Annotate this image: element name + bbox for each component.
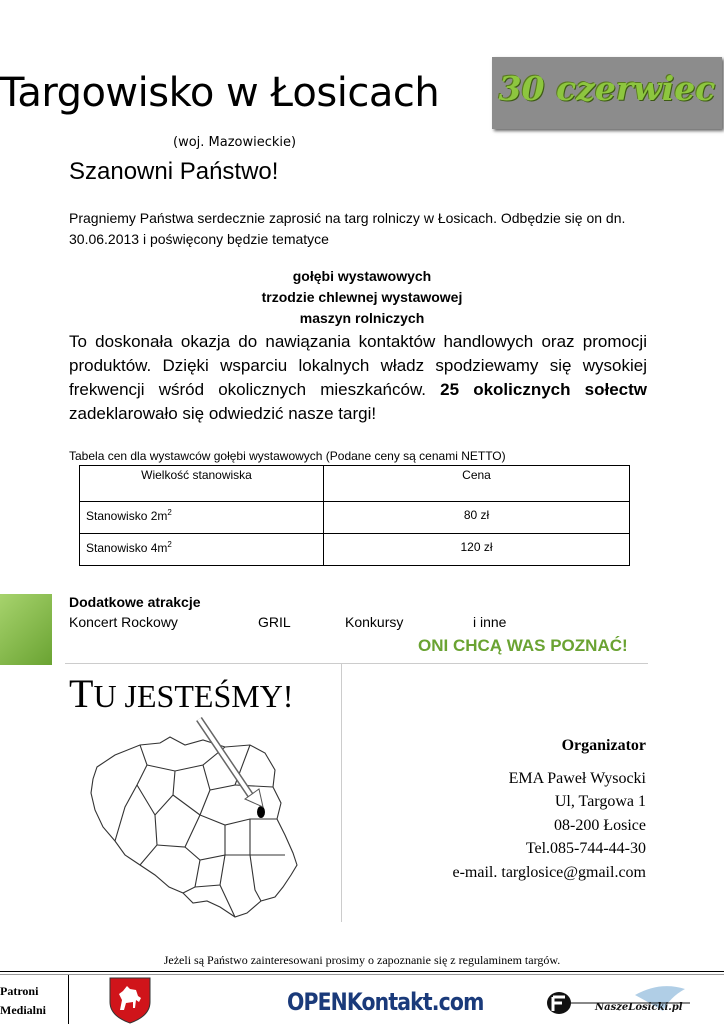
table-cell-price: 80 zł bbox=[324, 502, 630, 534]
heading-initial: T bbox=[69, 671, 94, 716]
date-badge bbox=[492, 57, 722, 129]
footer-divider bbox=[68, 975, 69, 1024]
naszelosicki-logo[interactable] bbox=[545, 983, 695, 1021]
paragraph-text-end: zadeklarowało się odwiedzić nasze targi! bbox=[69, 404, 377, 423]
horse-shield-icon bbox=[108, 976, 152, 1024]
organizer-phone: Tel.085-744-44-30 bbox=[525, 840, 646, 857]
topic-item: maszyn rolniczych bbox=[299, 310, 425, 326]
table-row bbox=[80, 502, 630, 534]
heading-rest: U JESTEŚMY! bbox=[93, 678, 294, 714]
organizer-street: Ul, Targowa 1 bbox=[554, 793, 646, 810]
footer-divider bbox=[0, 974, 724, 975]
date-badge-text: 30 czerwiec bbox=[498, 69, 716, 108]
size-sup: 2 bbox=[167, 508, 172, 517]
page-title: Targowisko w Łosicach bbox=[0, 70, 440, 116]
price-table bbox=[79, 465, 630, 566]
table-row bbox=[80, 534, 630, 566]
patrons-label bbox=[0, 982, 46, 1020]
greeting: Szanowni Państwo! bbox=[69, 158, 279, 185]
region-label: (woj. Mazowieckie) bbox=[173, 135, 297, 150]
organizer-email[interactable]: e-mail. targlosice@gmail.com bbox=[452, 863, 646, 881]
patrons-line: Patroni bbox=[0, 984, 39, 998]
paragraph-highlight: 25 okolicznych sołectw bbox=[440, 380, 647, 399]
location-heading bbox=[69, 670, 293, 717]
organizer-city: 08-200 Łosice bbox=[554, 816, 646, 834]
footnote: Jeżeli są Państwo zainteresowani prosimy o zapoznanie się z regulaminem targów. bbox=[163, 953, 561, 967]
location-marker bbox=[257, 806, 265, 818]
table-cell-size bbox=[80, 502, 324, 534]
table-header-size: Wielkość stanowiska bbox=[80, 466, 324, 502]
size-sup: 2 bbox=[167, 540, 172, 549]
attraction-item: GRIL bbox=[258, 614, 291, 630]
main-paragraph bbox=[69, 330, 647, 426]
topic-item: gołębi wystawowych bbox=[292, 268, 432, 284]
naszelosicki-text: NaszeLosicki.pl bbox=[595, 1002, 683, 1013]
size-label: Stanowisko 2m bbox=[86, 509, 168, 523]
organizer-label: Organizator bbox=[561, 737, 646, 754]
openkontakt-logo[interactable]: OPENKontakt.com bbox=[287, 988, 484, 1016]
slogan: ONI CHCĄ WAS POZNAĆ! bbox=[418, 636, 628, 655]
paragraph-text: To doskonała okazja do nawiązania kontaktów handlowych oraz promocji produktów. Dzięki wsparciu lokalnych władz spodziewamy się wysokiej frekwencji wśród okolicznych mieszkańców. bbox=[69, 332, 647, 399]
table-header-price: Cena bbox=[324, 466, 630, 502]
organizer-block bbox=[400, 734, 646, 884]
table-caption: Tabela cen dla wystawców gołębi wystawowych (Podane ceny są cenami NETTO) bbox=[69, 449, 506, 463]
patrons-line: Medialni bbox=[0, 1003, 47, 1017]
divider bbox=[341, 664, 342, 922]
attraction-item: i inne bbox=[473, 614, 507, 630]
table-header-row bbox=[80, 466, 630, 502]
size-label: Stanowisko 4m bbox=[86, 541, 168, 555]
table-cell-size bbox=[80, 534, 324, 566]
attractions-title: Dodatkowe atrakcje bbox=[69, 594, 201, 610]
footer-divider bbox=[0, 971, 724, 972]
table-cell-price: 120 zł bbox=[324, 534, 630, 566]
green-accent-bar bbox=[0, 594, 52, 665]
organizer-name: EMA Paweł Wysocki bbox=[508, 769, 646, 787]
poland-map bbox=[85, 715, 315, 925]
attraction-item: Koncert Rockowy bbox=[69, 614, 178, 630]
topic-item: trzodzie chlewnej wystawowej bbox=[261, 289, 463, 305]
divider bbox=[65, 663, 648, 664]
intro-text: Pragniemy Państwa serdecznie zaprosić na targ rolniczy w Łosicach. Odbędzie się on dn. 30.06.2013 i poświęcony będzie tematyce bbox=[69, 210, 626, 247]
attraction-item: Konkursy bbox=[345, 614, 404, 630]
map-outline bbox=[91, 737, 297, 917]
